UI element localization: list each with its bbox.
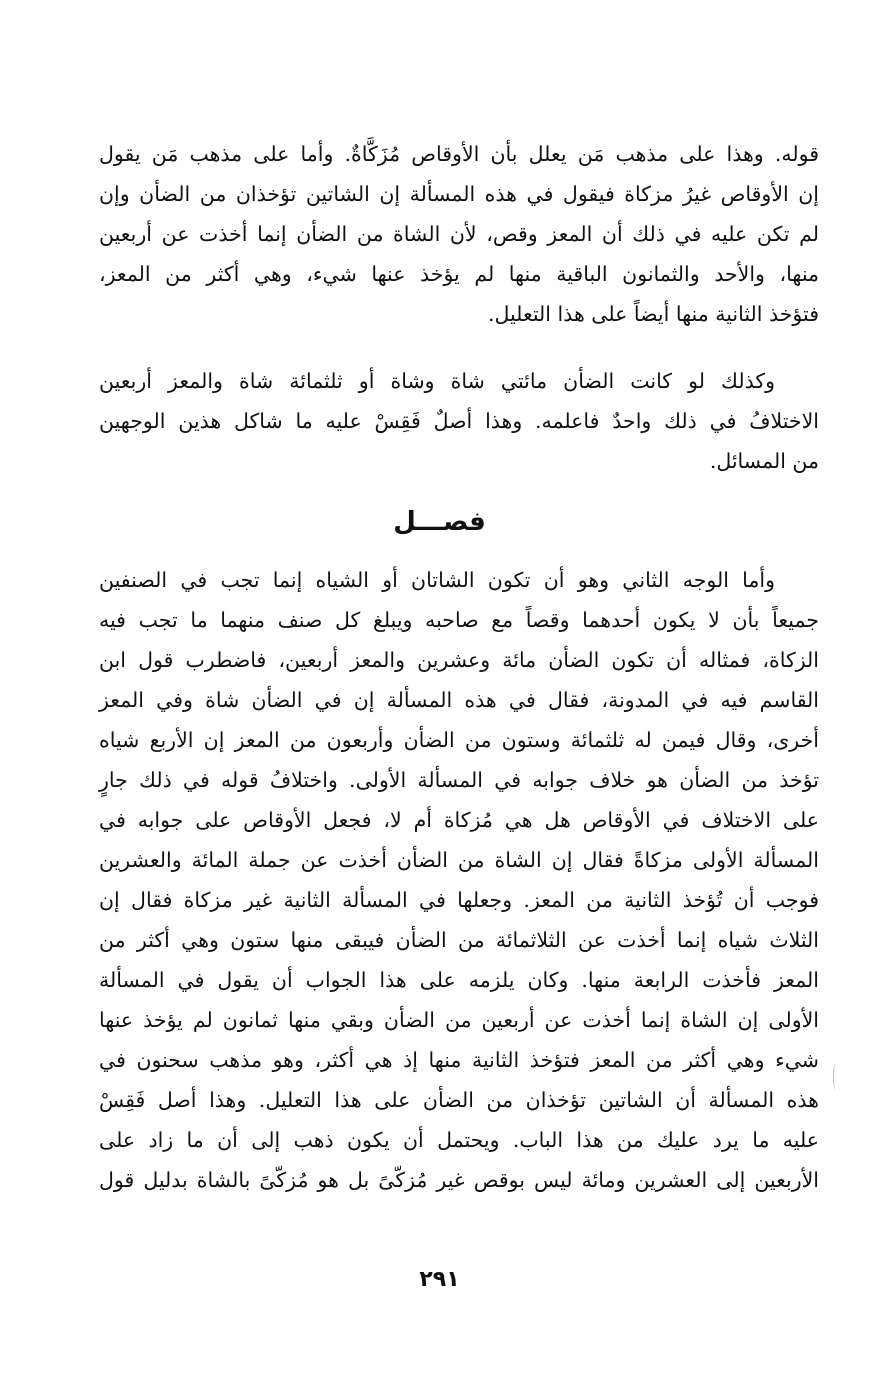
text-line: من المسائل. [709,449,819,473]
text-line: الثلاث شياه إنما أخذت عن الثلاثمائة من الضأن فيبقى منها ستون وهي أكثر من [99,928,819,952]
text-line: الأربعين إلى العشرين ومائة ليس بوقص غير مُزكّىً بل هو مُزكّىً بالشاة بدليل قول [99,1168,819,1192]
text-line: وكذلك لو كانت الضأن مائتي شاة وشاة أو ثلثمائة شاة والمعز أربعين [99,369,775,393]
text-line: قوله. وهذا على مذهب مَن يعلل بأن الأوقاص مُزَكَّاةٌ. وأما على مذهب مَن يقول [99,142,819,166]
text-line: على الاختلاف في الأوقاص هل هي مُزكاة أم لا، فجعل الأوقاص على جوابه في [99,808,819,832]
text-line: شيء وهي أكثر من المعز فتؤخذ الثانية منها إذ هي أكثر، وهو مذهب سحنون في [99,1048,819,1072]
text-line: المعز فأخذت الرابعة منها. وكان يلزمه على هذا الجواب أن يقول في المسألة [99,968,819,992]
text-line: عليه ما يرد عليك من هذا الباب. ويحتمل أن يكون ذهب إلى أن ما زاد على [99,1128,819,1152]
paragraph-3 [99,560,819,1200]
text-line: جميعاً بأن لا يكون أحدهما وقصاً مع صاحبه ويبلغ كل صنف منهما ما تجب فيه [99,608,819,632]
text-line: منها، والأحد والثمانون الباقية منها لم يؤخذ عنها شيء، وهي أكثر من المعز، [99,262,819,286]
text-line: لم تكن عليه في ذلك أن المعز وقص، لأن الشاة من الضأن إنما أخذت عن أربعين [99,222,819,246]
text-line: الأولى إن الشاة إنما أخذت عن أربعين من الضأن وبقي منها ثمانون لم يؤخذ عنها [99,1008,819,1032]
text-line: فتؤخذ الثانية منها أيضاً على هذا التعليل. [487,302,819,326]
section-heading: فصـــل [393,507,486,537]
text-line: وأما الوجه الثاني وهو أن تكون الشاتان أو الشياه إنما تجب في الصنفين [99,568,775,592]
text-line: الزكاة، فمثاله أن تكون الضأن مائة وعشرين والمعز أربعين، فاضطرب قول ابن [99,648,819,672]
paragraph-2 [99,361,819,481]
text-line: فوجب أن تُؤخذ الثانية من المعز. وجعلها في المسألة الثانية غير مزكاة فقال إن [99,888,819,912]
text-line: إن الأوقاص غيرُ مزكاة فيقول في هذه المسألة إن الشاتين تؤخذان من الضأن وإن [99,182,819,206]
text-line: تؤخذ من الضأن هو خلاف جوابه في المسألة الأولى. واختلافُ قوله في ذلك جارٍ [99,768,819,792]
text-line: هذه المسألة أن الشاتين تؤخذان من الضأن على هذا التعليل. وهذا أصل فَقِسْ [99,1088,819,1112]
paragraph-1 [99,134,819,334]
margin-mark [833,1064,838,1090]
text-line: الاختلافُ في ذلك واحدٌ فاعلمه. وهذا أصلٌ فَقِسْ عليه ما شاكل هذين الوجهين [99,409,819,433]
text-line: أخرى، وقال فيمن له ثلثمائة وستون من الضأن وأربعون من المعز إن الأربع شياه [99,728,819,752]
text-line: المسألة الأولى مزكاةً فقال إن الشاة من الضأن أخذت عن جملة المائة والعشرين [99,848,819,872]
page-number: ٢٩١ [419,1267,460,1292]
text-line: القاسم فيه في المدونة، فقال في هذه المسألة إن في الضأن شاة وفي المعز [99,688,819,712]
